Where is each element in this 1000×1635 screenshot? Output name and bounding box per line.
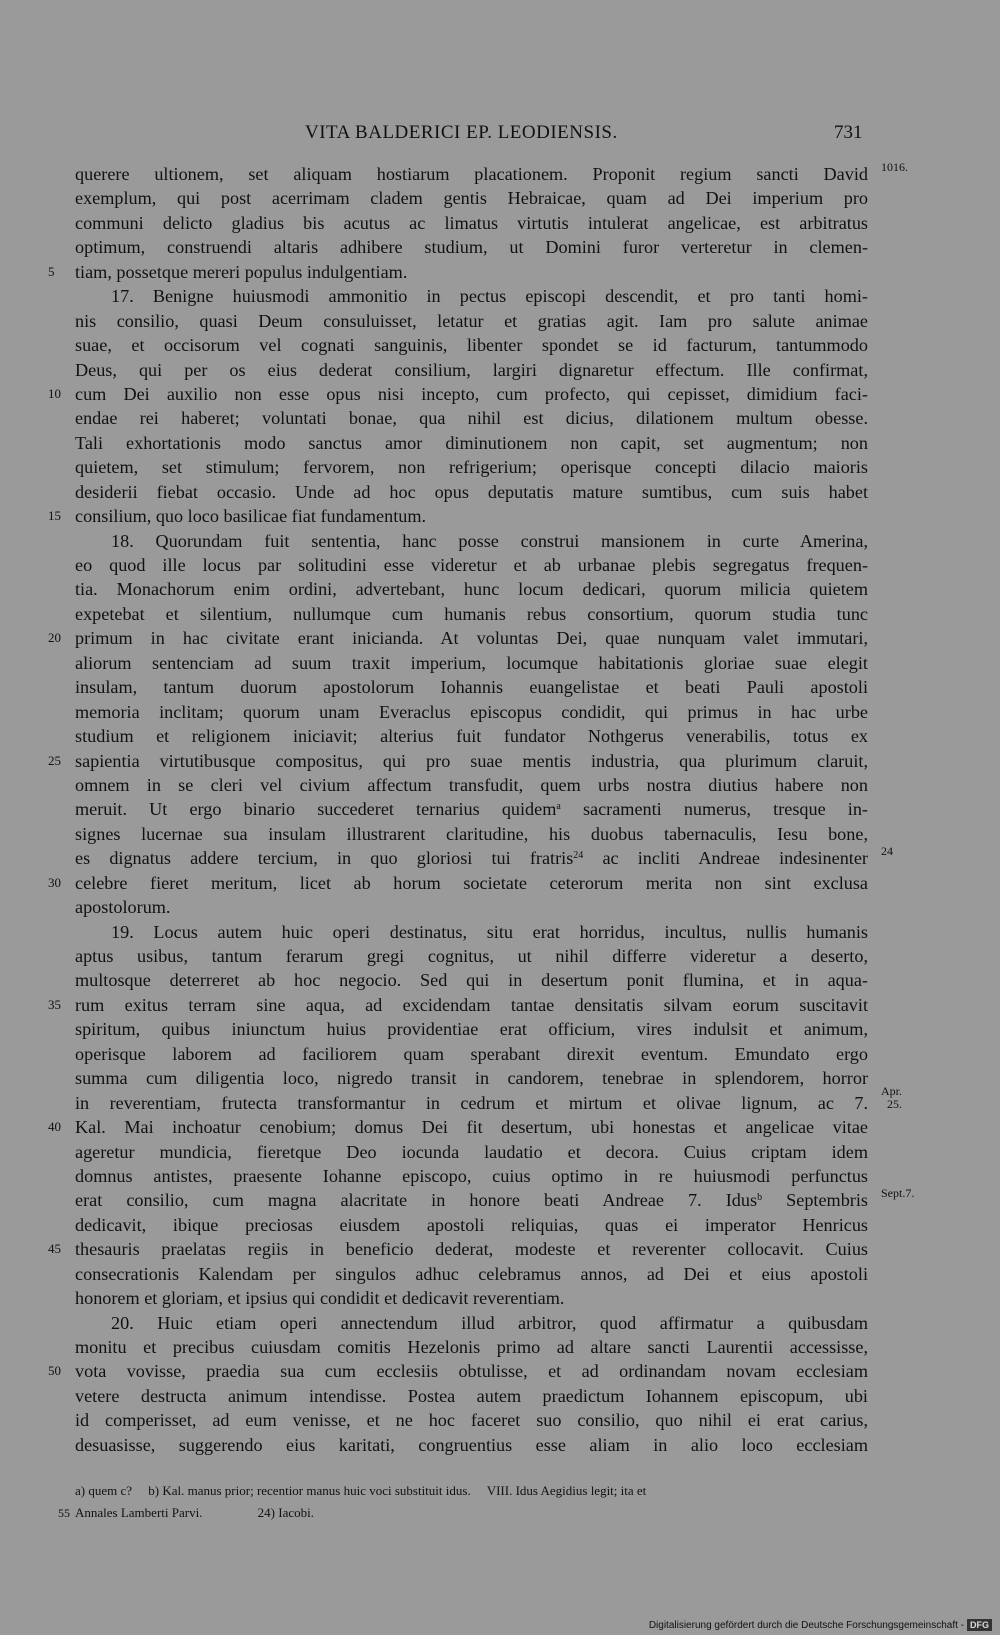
text-line <box>75 1286 868 1310</box>
text-line <box>75 822 868 846</box>
text-line <box>75 1433 868 1457</box>
footnote-text: Annales Lamberti Parvi. 24) Iacobi. <box>75 1505 314 1520</box>
line-text: querere ultionem, set aliquam hostiarum placationem. Proponit regium sancti David <box>75 164 868 184</box>
text-line <box>75 186 868 210</box>
line-text: consilium, quo loco basilicae fiat fundamentum. <box>75 506 427 527</box>
line-text: consecrationis Kalendam per singulos adhuc celebramus annos, ad Dei et eius apostoli <box>75 1263 868 1284</box>
line-number: 30 <box>48 874 61 890</box>
text-line <box>75 1017 868 1041</box>
text-line <box>75 211 868 235</box>
line-text: spiritum, quibus iniunctum huius providentiae erat officium, vires indulsit et animum, <box>75 1019 868 1040</box>
text-line <box>75 431 868 455</box>
line-text: studium et religionem iniciavit; alterius fuit fundator Nothgerus venerabilis, totus ex <box>75 726 868 747</box>
margin-date: Sept.7. <box>881 1186 915 1201</box>
text-line <box>75 160 908 186</box>
line-text: Tali exhortationis modo sanctus amor diminutionem non capit, set augmentum; non <box>75 432 868 453</box>
text-line <box>75 1066 868 1090</box>
text-line <box>48 1359 868 1383</box>
line-text: vetere destructa animum intendisse. Postea autem praedictum Iohannem episcopum, ubi <box>75 1385 868 1406</box>
line-text: desiderii fiebat occasio. Unde ad hoc opus deputatis mature sumtibus, cum suis habet <box>75 481 868 502</box>
line-text: dedicavit, ibique preciosas eiusdem apostoli reliquias, quas ei imperator Henricus <box>75 1214 868 1235</box>
text-line <box>48 993 868 1017</box>
text-line <box>75 1083 902 1115</box>
line-text-continued: ac incliti Andreae indesinenter <box>583 848 868 869</box>
line-number: 50 <box>48 1363 61 1379</box>
text-line <box>75 284 868 308</box>
line-text: thesauris praelatas regiis in beneficio dederat, modeste et reverenter collocavit. Cuius <box>75 1239 868 1260</box>
text-line <box>48 382 868 406</box>
text-line <box>75 553 868 577</box>
line-text: summa cum diligentia loco, nigredo transit in candorem, tenebrae in splendorem, horror <box>75 1068 868 1089</box>
line-text: insulam, tantum duorum apostolorum Iohannis euangelistae et beati Pauli apostoli <box>75 677 868 698</box>
line-text: monitu et precibus cuiusdam comitis Hezelonis primo ad altare sancti Laurentii accessisse, <box>75 1337 868 1357</box>
margin-date: 1016. <box>881 160 908 174</box>
line-text: id comperisset, ad eum venisse, et ne hoc faceret suo consilio, quo nihil ei erat carius, <box>75 1410 868 1431</box>
text-line <box>75 1164 868 1188</box>
line-text: apostolorum. <box>75 897 171 918</box>
text-line <box>48 1115 868 1139</box>
line-text: sapientia virtutibusque compositus, qui pro suae mentis industria, qua plurimum claruit, <box>75 750 868 771</box>
text-line <box>75 602 868 626</box>
line-text: eo quod ille locus par solitudini esse videretur et ab urbanae plebis segregatus frequen- <box>75 555 868 575</box>
text-line <box>75 455 868 479</box>
text-line <box>48 626 868 650</box>
text-line <box>48 749 868 773</box>
line-number: 55 <box>58 1506 70 1520</box>
line-text: nis consilio, quasi Deum consuluisset, letatur et gratias agit. Iam pro salute animae <box>75 310 868 331</box>
line-text: 19. Locus autem huic operi destinatus, situ erat horridus, incultus, nullis humanis <box>111 921 868 942</box>
line-number: 25 <box>48 752 61 768</box>
text-line <box>75 700 868 724</box>
line-text: ageretur mundicia, fieretque Deo iocunda laudatio et decora. Cuius criptam idem <box>75 1141 868 1162</box>
line-number: 45 <box>48 1241 61 1257</box>
footnote-marker: 24 <box>573 850 584 862</box>
line-text: aptus usibus, tantum ferarum gregi cognitus, ut nihil differre videretur a deserto, <box>75 946 868 966</box>
line-text: endae rei haberet; voluntati bonae, qua nihil est dicius, dilationem multum obesse. <box>75 408 868 429</box>
line-text: celebre fieret meritum, licet ab horum societate ceterorum merita non sint exclusa <box>75 872 868 893</box>
line-text: 18. Quorundam fuit sententia, hanc posse construi mansionem in curte Amerina, <box>111 530 868 551</box>
text-line <box>75 844 893 870</box>
text-line <box>48 1237 868 1261</box>
line-number: 5 <box>48 263 55 279</box>
running-head <box>0 122 1000 146</box>
footer-credit <box>649 1619 992 1631</box>
line-text: Deus, qui per os eius dederat consilium, largiri dignaretur effectum. Ille confirmat, <box>75 359 868 380</box>
line-text: 17. Benigne huiusmodi ammonitio in pectus episcopi descendit, et pro tanti homi- <box>111 286 868 307</box>
running-head-title: VITA BALDERICI EP. LEODIENSIS. <box>305 122 618 143</box>
footnote-marker: b <box>757 1192 763 1204</box>
line-number: 35 <box>48 996 61 1012</box>
text-line <box>75 1311 868 1335</box>
line-text: aliorum sentenciam ad suum traxit imperium, locumque habitationis gloriae suae elegit <box>75 652 868 673</box>
footnote-line <box>75 1480 868 1502</box>
line-text: expetebat et silentium, nullumque cum humanis rebus consortium, quorum studia tunc <box>75 603 868 624</box>
text-line <box>75 480 868 504</box>
text-line <box>75 944 868 968</box>
footer-text: Digitalisierung gefördert durch die Deutsche Forschungsgemeinschaft - <box>648 1619 964 1631</box>
text-line <box>75 1408 868 1432</box>
line-text: omnem in se cleri vel civium affectum transfudit, quem urbs nostra diutius habere non <box>75 774 868 795</box>
line-text: optimum, construendi altaris adhibere studium, ut Domini furor verteretur in clemen- <box>75 237 868 258</box>
line-text: multosque deterreret ab hoc negocio. Sed qui in desertum ponit flumina, et in aqua- <box>75 970 868 991</box>
text-line <box>75 309 868 333</box>
line-text-continued: Septembris <box>762 1190 868 1211</box>
line-text: erat consilio, cum magna alacritate in honore beati Andreae 7. Idus <box>75 1190 758 1211</box>
line-number: 40 <box>48 1119 61 1135</box>
line-text: in reverentiam, frutecta transformantur in cedrum et mirtum et olivae lignum, ac 7. <box>75 1092 868 1113</box>
text-line <box>48 260 868 284</box>
text-line <box>75 529 868 553</box>
main-text <box>48 160 915 1457</box>
line-text: domnus antistes, praesente Iohanne episcopo, cuius optimo in re huiusmodi perfunctus <box>75 1165 868 1186</box>
line-text: tia. Monachorum enim ordini, advertebant, hunc locum dedicari, quorum milicia quietem <box>75 579 868 600</box>
line-text: communi delicto gladius bis acutus ac limatus virtutis intulerat angelicae, est arbitratus <box>75 212 868 233</box>
line-text: rum exitus terram sine aqua, ad excidendam tantae densitatis silvam eorum suscitavit <box>75 994 868 1015</box>
text-line <box>75 895 868 919</box>
line-text: es dignatus addere tercium, in quo gloriosi tui fratris <box>75 848 574 869</box>
text-line <box>75 675 868 699</box>
footnote-line <box>58 1502 868 1524</box>
text-line <box>75 1042 868 1066</box>
line-text: 20. Huic etiam operi annectendum illud arbitror, quod affirmatur a quibusdam <box>111 1312 868 1333</box>
text-line <box>75 651 868 675</box>
text-line <box>75 235 868 259</box>
text-line <box>75 773 868 797</box>
text-line <box>75 1213 868 1237</box>
text-line <box>75 1186 915 1212</box>
margin-date: Apr. 25. <box>881 1083 902 1111</box>
line-text: honorem et gloriam, et ipsius qui condidit et dedicavit reverentiam. <box>75 1288 565 1309</box>
text-line <box>75 577 868 601</box>
line-number: 20 <box>48 630 61 646</box>
page-number: 731 <box>834 122 863 143</box>
line-text: cum Dei auxilio non esse opus nisi incepto, cum profecto, qui cepisset, dimidium faci- <box>75 383 868 404</box>
line-text: primum in hac civitate erant inicianda. At voluntas Dei, quae nunquam valet immutari, <box>75 628 868 649</box>
line-text: exemplum, qui post acerrimam cladem gentis Hebraicae, quam ad Dei imperium pro <box>75 188 868 209</box>
line-text: tiam, possetque mereri populus indulgentiam. <box>75 261 408 282</box>
text-line <box>75 920 868 944</box>
text-line <box>75 406 868 430</box>
line-text: operisque laborem ad faciliorem quam sperabant direxit eventum. Emundato ergo <box>75 1043 868 1064</box>
text-line <box>75 1335 868 1359</box>
text-line <box>48 504 868 528</box>
line-text: desuasisse, suggerendo eius karitati, congruentius esse aliam in alio loco ecclesiam <box>75 1434 868 1455</box>
text-line <box>75 1140 868 1164</box>
line-text: quietem, set stimulum; fervorem, non refrigerium; operisque concepti dilacio maioris <box>75 457 868 478</box>
dfg-logo: DFG <box>967 1619 992 1631</box>
line-text: meruit. Ut ergo binario succederet ternarius quidem <box>75 799 557 820</box>
text-line <box>75 333 868 357</box>
line-text: Kal. Mai inchoatur cenobium; domus Dei fit desertum, ubi honestas et angelicae vitae <box>75 1117 868 1138</box>
footnote-marker: a <box>556 801 561 813</box>
text-line <box>75 1384 868 1408</box>
text-line <box>48 871 868 895</box>
footnote-text: a) quem c? b) Kal. manus prior; recentior manus huic voci substituit idus. VIII. Idus Aegidius legit; ita et <box>75 1483 647 1498</box>
text-line <box>75 1262 868 1286</box>
line-text-continued: sacramenti numerus, tresque in- <box>560 799 868 820</box>
line-text: vota vovisse, praedia sua cum ecclesiis obtulisse, et ad ordinandam novam ecclesiam <box>75 1361 868 1382</box>
text-line <box>75 724 868 748</box>
line-number: 10 <box>48 385 61 401</box>
line-text: signes lucernae sua insulam illustrarent claritudine, his duobus tabernaculis, Iesu bone, <box>75 823 868 844</box>
text-line <box>75 968 868 992</box>
margin-date: 24 <box>881 844 893 859</box>
line-text: memoria inclitam; quorum unam Everaclus episcopus condidit, qui primus in hac urbe <box>75 701 868 722</box>
footnotes <box>58 1480 868 1524</box>
text-line <box>75 358 868 382</box>
line-text: suae, et occisorum vel cognati sanguinis, libenter spondet se id facturum, tantummodo <box>75 335 868 356</box>
line-number: 15 <box>48 508 61 524</box>
text-line <box>75 797 868 821</box>
